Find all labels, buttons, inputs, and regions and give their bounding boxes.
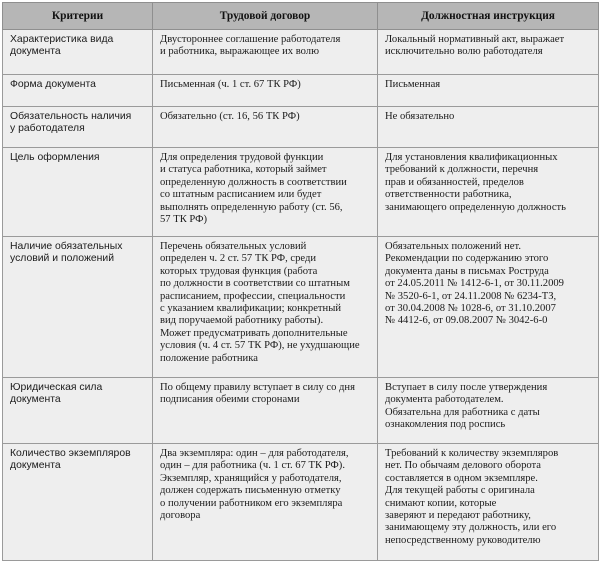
instruction-cell: Обязательных положений нет. Рекомендации по содержанию этого документа даны в письмах Роструда от 24.05.2011 № 1412-6-1, от 30.11.2009 № 3520-6-1, от 24.11.2008 № 6234-ТЗ, от 30.04.2008 № 1028-6, от 31.10.2007 № 4412-6, от 09.08.2007 № 3042-6-0 bbox=[378, 237, 599, 378]
instruction-cell: Вступает в силу после утверждения документа работодателем. Обязательна для работника с даты ознакомления под роспись bbox=[378, 378, 599, 444]
header-employment-contract: Трудовой договор bbox=[153, 3, 378, 30]
criterion-cell: Количество экземпляров документа bbox=[3, 444, 153, 561]
table-row bbox=[3, 30, 599, 75]
instruction-cell: Письменная bbox=[378, 75, 599, 107]
criterion-cell: Наличие обязательных условий и положений bbox=[3, 237, 153, 378]
contract-cell: Обязательно (ст. 16, 56 ТК РФ) bbox=[153, 107, 378, 148]
contract-cell: Два экземпляра: один – для работодателя, один – для работника (ч. 1 ст. 67 ТК РФ). Экземпляр, хранящийся у работодателя, должен содержать письменную отметку о получении работником его экземпляра договора bbox=[153, 444, 378, 561]
table-header bbox=[3, 3, 599, 30]
contract-cell: По общему правилу вступает в силу со дня подписания обеими сторонами bbox=[153, 378, 378, 444]
contract-cell: Двустороннее соглашение работодателя и работника, выражающее их волю bbox=[153, 30, 378, 75]
contract-cell: Перечень обязательных условий определен ч. 2 ст. 57 ТК РФ, среди которых трудовая функция (работа по должности в соответствии со штатным расписанием, профессии, специальности с указанием квалификации; конкретный вид поручаемой работнику работы). Может предусматривать дополнительные условия (ч. 4 ст. 57 ТК РФ), не ухудшающие положение работника bbox=[153, 237, 378, 378]
header-criteria: Критерии bbox=[3, 3, 153, 30]
criterion-cell: Юридическая сила документа bbox=[3, 378, 153, 444]
table-row bbox=[3, 148, 599, 237]
criterion-cell: Цель оформления bbox=[3, 148, 153, 237]
header-job-description: Должностная инструкция bbox=[378, 3, 599, 30]
criterion-cell: Обязательность наличия у работодателя bbox=[3, 107, 153, 148]
table-row bbox=[3, 107, 599, 148]
criterion-cell: Характеристика вида документа bbox=[3, 30, 153, 75]
contract-cell: Письменная (ч. 1 ст. 67 ТК РФ) bbox=[153, 75, 378, 107]
table-body bbox=[3, 30, 599, 561]
criterion-cell: Форма документа bbox=[3, 75, 153, 107]
comparison-table bbox=[2, 2, 599, 561]
table-row bbox=[3, 237, 599, 378]
contract-cell: Для определения трудовой функции и статуса работника, который займет определенную должность в соответствии со штатным расписанием или будет выполнять определенную работу (ст. 56, 57 ТК РФ) bbox=[153, 148, 378, 237]
instruction-cell: Требований к количеству экземпляров нет. По обычаям делового оборота составляется в одном экземпляре. Для текущей работы с оригинала снимают копии, которые заверяют и передают работнику, занимающему эту должность, или его непосредственному руководителю bbox=[378, 444, 599, 561]
table-row bbox=[3, 378, 599, 444]
instruction-cell: Локальный нормативный акт, выражает исключительно волю работодателя bbox=[378, 30, 599, 75]
header-row bbox=[3, 3, 599, 30]
table-row bbox=[3, 444, 599, 561]
table-row bbox=[3, 75, 599, 107]
instruction-cell: Не обязательно bbox=[378, 107, 599, 148]
instruction-cell: Для установления квалификационных требований к должности, перечня прав и обязанностей, пределов ответственности работника, занимающего определенную должность bbox=[378, 148, 599, 237]
